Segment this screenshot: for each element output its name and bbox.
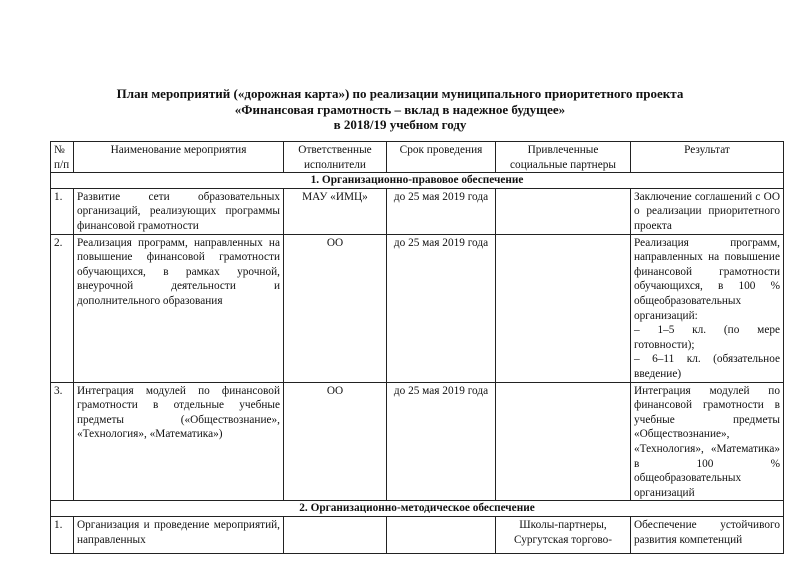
section-title: 1. Организационно-правовое обеспечение bbox=[51, 173, 784, 189]
row-partners bbox=[496, 188, 631, 234]
row-partners bbox=[496, 382, 631, 501]
row-name: Развитие сети образовательных организаций, реализующих программы финансовой грамотности bbox=[74, 188, 284, 234]
header-num: № п/п bbox=[51, 142, 74, 173]
row-executors bbox=[284, 516, 387, 553]
row-executors: ОО bbox=[284, 382, 387, 501]
row-partners: Школы-партнеры, Сургутская торгово- bbox=[496, 516, 631, 553]
row-num: 2. bbox=[51, 234, 74, 382]
row-result bbox=[631, 234, 784, 382]
row-executors: МАУ «ИМЦ» bbox=[284, 188, 387, 234]
section-row bbox=[51, 173, 784, 189]
row-name: Организация и проведение мероприятий, направленных bbox=[74, 516, 284, 553]
section-title: 2. Организационно-методическое обеспечение bbox=[51, 501, 784, 517]
row-result: Обеспечение устойчивого развития компетенций bbox=[631, 516, 784, 553]
row-deadline: до 25 мая 2019 года bbox=[387, 382, 496, 501]
row-num: 1. bbox=[51, 516, 74, 553]
row-deadline bbox=[387, 516, 496, 553]
table-row bbox=[51, 234, 784, 382]
title-line-2: «Финансовая грамотность – вклад в надежное будущее» bbox=[234, 101, 566, 117]
section-row bbox=[51, 501, 784, 517]
table-row bbox=[51, 382, 784, 501]
table-header-row bbox=[51, 142, 784, 173]
row-partners bbox=[496, 234, 631, 382]
header-result: Результат bbox=[631, 142, 784, 173]
row-result: Интеграция модулей по финансовой грамотности в учебные предметы «Обществознание», «Технология», «Математика» в 100 % общеобразовательных организаций bbox=[631, 382, 784, 501]
title-line-1: План мероприятий («дорожная карта») по реализации муниципального приоритетного проекта bbox=[116, 86, 684, 101]
title-line-3: в 2018/19 учебном году bbox=[333, 117, 467, 132]
result-text: Реализация программ, направленных на повышение финансовой грамотности обучающихся, в 100 % общеобразовательных организаций: bbox=[634, 236, 780, 322]
result-item: – 6–11 кл. (обязательное введение) bbox=[634, 353, 780, 380]
table-row bbox=[51, 516, 784, 553]
row-result: Заключение соглашений с ОО о реализации приоритетного проекта bbox=[631, 188, 784, 234]
table-row bbox=[51, 188, 784, 234]
row-deadline: до 25 мая 2019 года bbox=[387, 234, 496, 382]
result-item: – 1–5 кл. (по мере готовности); bbox=[634, 324, 780, 351]
document-title bbox=[0, 86, 800, 133]
row-num: 3. bbox=[51, 382, 74, 501]
row-executors: ОО bbox=[284, 234, 387, 382]
row-name: Интеграция модулей по финансовой грамотности в отдельные учебные предметы («Обществознание», «Технология», «Математика») bbox=[74, 382, 284, 501]
header-deadline: Срок проведения bbox=[387, 142, 496, 173]
header-name: Наименование мероприятия bbox=[74, 142, 284, 173]
row-num: 1. bbox=[51, 188, 74, 234]
row-name: Реализация программ, направленных на повышение финансовой грамотности обучающихся, в рамках урочной, внеурочной деятельности и дополнительного образования bbox=[74, 234, 284, 382]
header-executors: Ответственные исполнители bbox=[284, 142, 387, 173]
row-deadline: до 25 мая 2019 года bbox=[387, 188, 496, 234]
roadmap-table bbox=[50, 141, 784, 554]
header-partners: Привлеченные социальные партнеры bbox=[496, 142, 631, 173]
